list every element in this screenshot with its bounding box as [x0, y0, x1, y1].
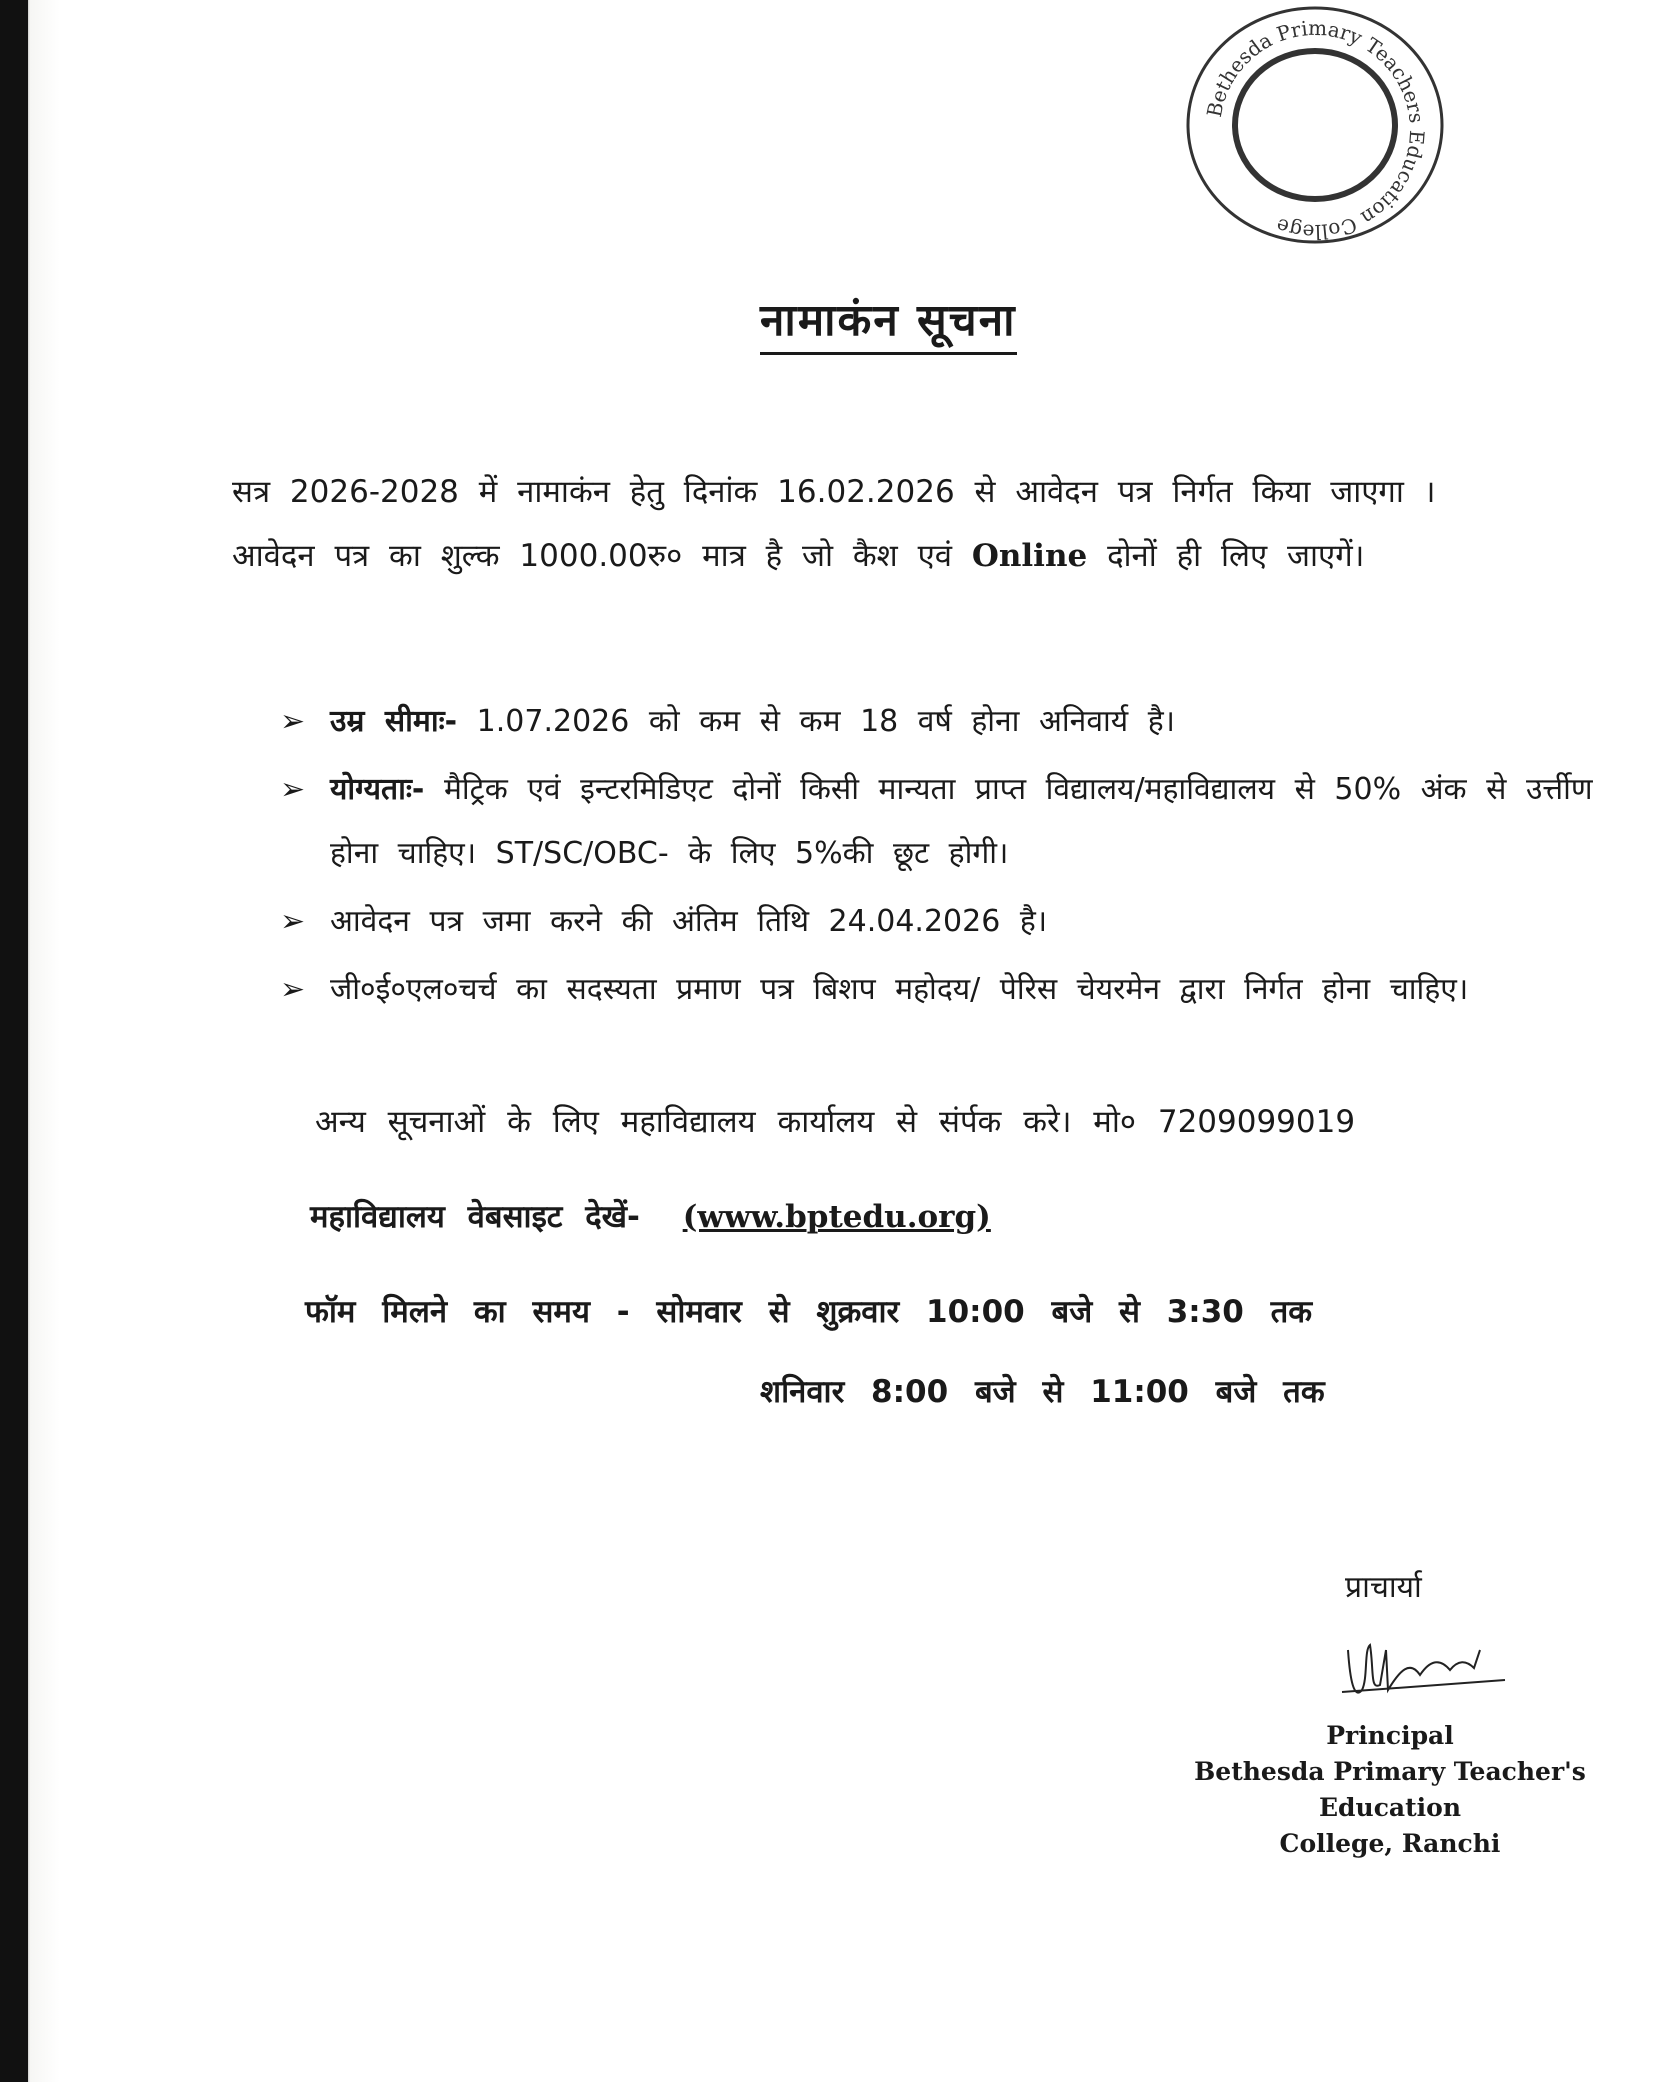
- website-label: महाविद्यालय वेबसाइट देखें-: [310, 1199, 640, 1235]
- page-title: नामाकंन सूचना: [760, 288, 1017, 355]
- timing-weekday: फॉम मिलने का समय - सोमवार से शुक्रवार 10:00 बजे से 3:30 तक: [305, 1294, 1313, 1330]
- hindi-principal-title: प्राचार्या: [1345, 1570, 1422, 1605]
- signature-icon: [1340, 1630, 1510, 1710]
- timing-saturday: शनिवार 8:00 बजे से 11:00 बजे तक: [760, 1374, 1325, 1410]
- bullet-text: 1.07.2026 को कम से कम 18 वर्ष होना अनिवार्य है।: [476, 704, 1176, 739]
- arrow-bullet-icon: ➢: [280, 972, 306, 1007]
- intro-line-2: [232, 524, 1602, 588]
- bullet-label: उम्र सीमाः-: [330, 704, 458, 739]
- intro-line-2-pre: आवेदन पत्र का शुल्क 1000.00रु० मात्र है जो कैश एवं: [232, 538, 952, 574]
- bullet-label: योग्यताः-: [330, 772, 425, 807]
- college-name-line-2: College, Ranchi: [1279, 1829, 1501, 1858]
- bullet-text: आवेदन पत्र जमा करने की अंतिम तिथि 24.04.2026 है।: [330, 904, 1048, 939]
- list-item: [280, 958, 1600, 1022]
- website-link[interactable]: (www.bptedu.org): [682, 1199, 991, 1235]
- arrow-bullet-icon: ➢: [280, 704, 306, 739]
- intro-line-1: सत्र 2026-2028 में नामाकंन हेतु दिनांक 16.02.2026 से आवेदन पत्र निर्गत किया जाएगा ।: [232, 474, 1436, 510]
- list-item: [280, 690, 1600, 754]
- list-item: [280, 890, 1600, 954]
- svg-text:Bethesda Primary Teachers Educ: Bethesda Primary Teachers Education College: [1201, 15, 1430, 245]
- criteria-list: [280, 690, 1600, 1026]
- contact-info: अन्य सूचनाओं के लिए महाविद्यालय कार्यालय से संर्पक करे। मो० 7209099019: [315, 1104, 1356, 1140]
- signature-block: [1170, 1718, 1610, 1862]
- list-item: [280, 758, 1600, 886]
- scan-edge: [0, 0, 28, 2082]
- arrow-bullet-icon: ➢: [280, 772, 306, 807]
- principal-title: Principal: [1326, 1721, 1454, 1750]
- intro-paragraph: [232, 460, 1602, 588]
- bullet-text: जी०ई०एल०चर्च का सदस्यता प्रमाण पत्र बिशप महोदय/ पेरिस चेयरमेन द्वारा निर्गत होना चाहिए।: [330, 972, 1469, 1007]
- college-seal-icon: [1180, 0, 1450, 250]
- website-line: [310, 1195, 991, 1237]
- arrow-bullet-icon: ➢: [280, 904, 306, 939]
- college-name-line-1: Bethesda Primary Teacher's Education: [1194, 1757, 1586, 1822]
- bullet-text: मैट्रिक एवं इन्टरमिडिएट दोनों किसी मान्यता प्राप्त विद्यालय/महाविद्यालय से 50% अंक से उर्त्तीण होना चाहिए। ST/SC/OBC- के लिए 5%की छूट होगी।: [330, 772, 1593, 871]
- intro-line-2-post: दोनों ही लिए जाएगें।: [1107, 538, 1365, 574]
- online-text: Online: [971, 538, 1088, 574]
